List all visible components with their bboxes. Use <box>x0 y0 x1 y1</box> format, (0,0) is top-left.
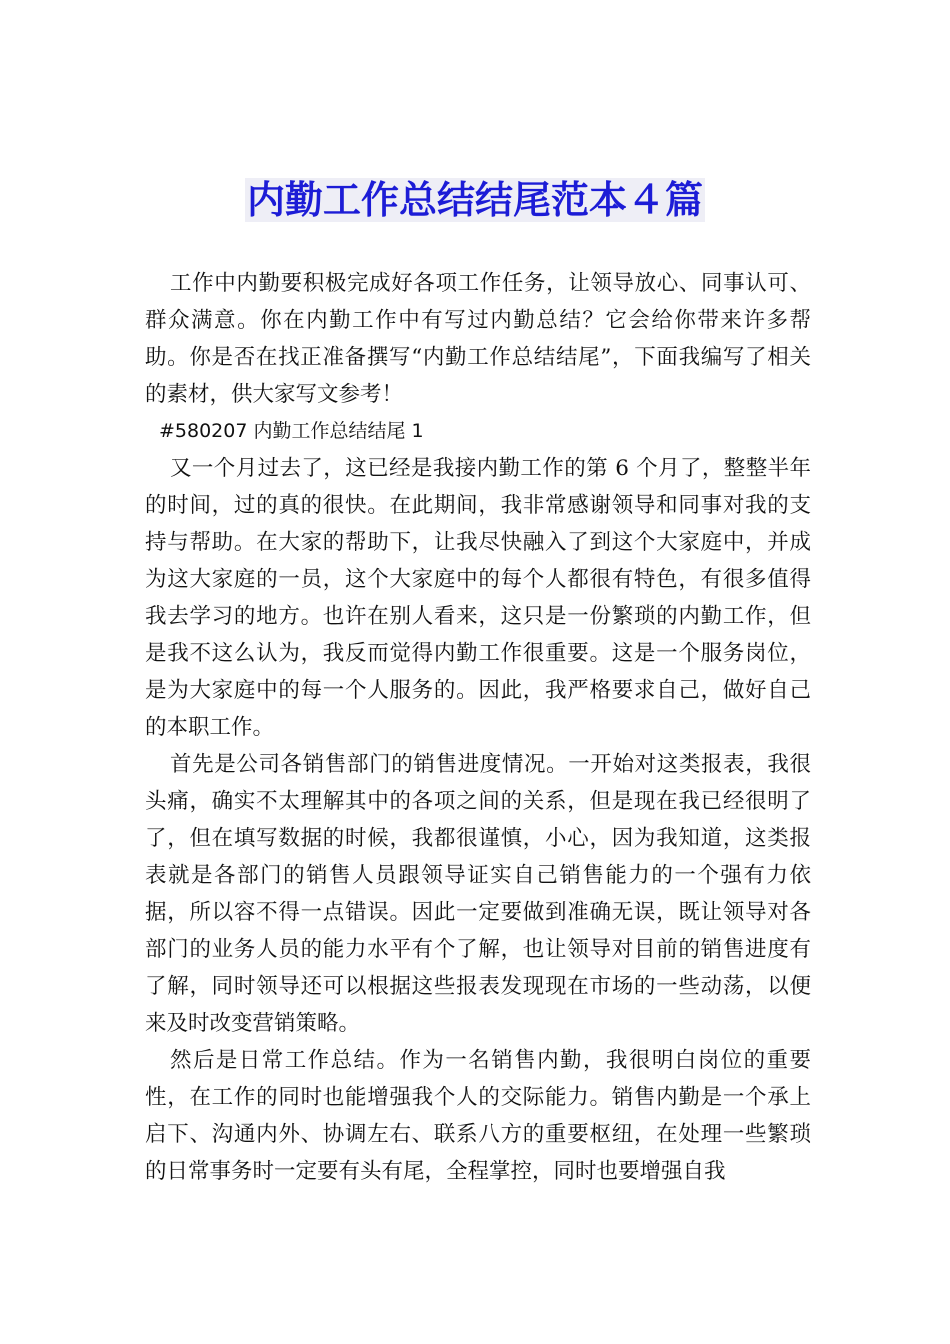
document-title-text: 内勤工作总结结尾范本４篇 <box>246 178 703 222</box>
body-paragraph-1: 又一个月过去了，这已经是我接内勤工作的第 6 个月了，整整半年的时间，过的真的很快。在此期间，我非常感谢领导和同事对我的支持与帮助。在大家的帮助下，让我尽快融入了到这个大家庭中，并成为这大家庭的一员，这个大家庭中的每个人都很有特色，有很多值得我去学习的地方。也许在别人看来，这只是一份繁琐的内勤工作，但是我不这么认为，我反而觉得内勤工作很重要。这是一个服务岗位，是为大家庭中的每一个人服务的。因此，我严格要求自己，做好自己的本职工作。 <box>145 456 811 740</box>
document-title <box>0 176 950 224</box>
body-paragraph-2: 首先是公司各销售部门的销售进度情况。一开始对这类报表，我很头痛，确实不太理解其中的各项之间的关系，但是现在我已经很明了了，但在填写数据的时候，我都很谨慎，小心，因为我知道，这类报表就是各部门的销售人员跟领导证实自己销售能力的一个强有力依据，所以容不得一点错误。因此一定要做到准确无误，既让领导对各部门的业务人员的能力水平有个了解，也让领导对目前的销售进度有了解，同时领导还可以根据这些报表发现现在市场的一些动荡，以便来及时改变营销策略。 <box>145 752 811 1036</box>
document-body <box>145 265 811 1190</box>
section-heading: #580207 内勤工作总结结尾 1 <box>159 420 424 442</box>
body-paragraph-3: 然后是日常工作总结。作为一名销售内勤，我很明白岗位的重要性，在工作的同时也能增强我个人的交际能力。销售内勤是一个承上启下、沟通内外、协调左右、联系八方的重要枢纽，在处理一些繁琐的日常事务时一定要有头有尾，全程掌控，同时也要增强自我 <box>145 1048 811 1184</box>
intro-paragraph: 工作中内勤要积极完成好各项工作任务，让领导放心、同事认可、群众满意。你在内勤工作中有写过内勤总结？它会给你带来许多帮助。你是否在找正准备撰写“内勤工作总结结尾”，下面我编写了相关的素材，供大家写文参考！ <box>145 271 811 407</box>
